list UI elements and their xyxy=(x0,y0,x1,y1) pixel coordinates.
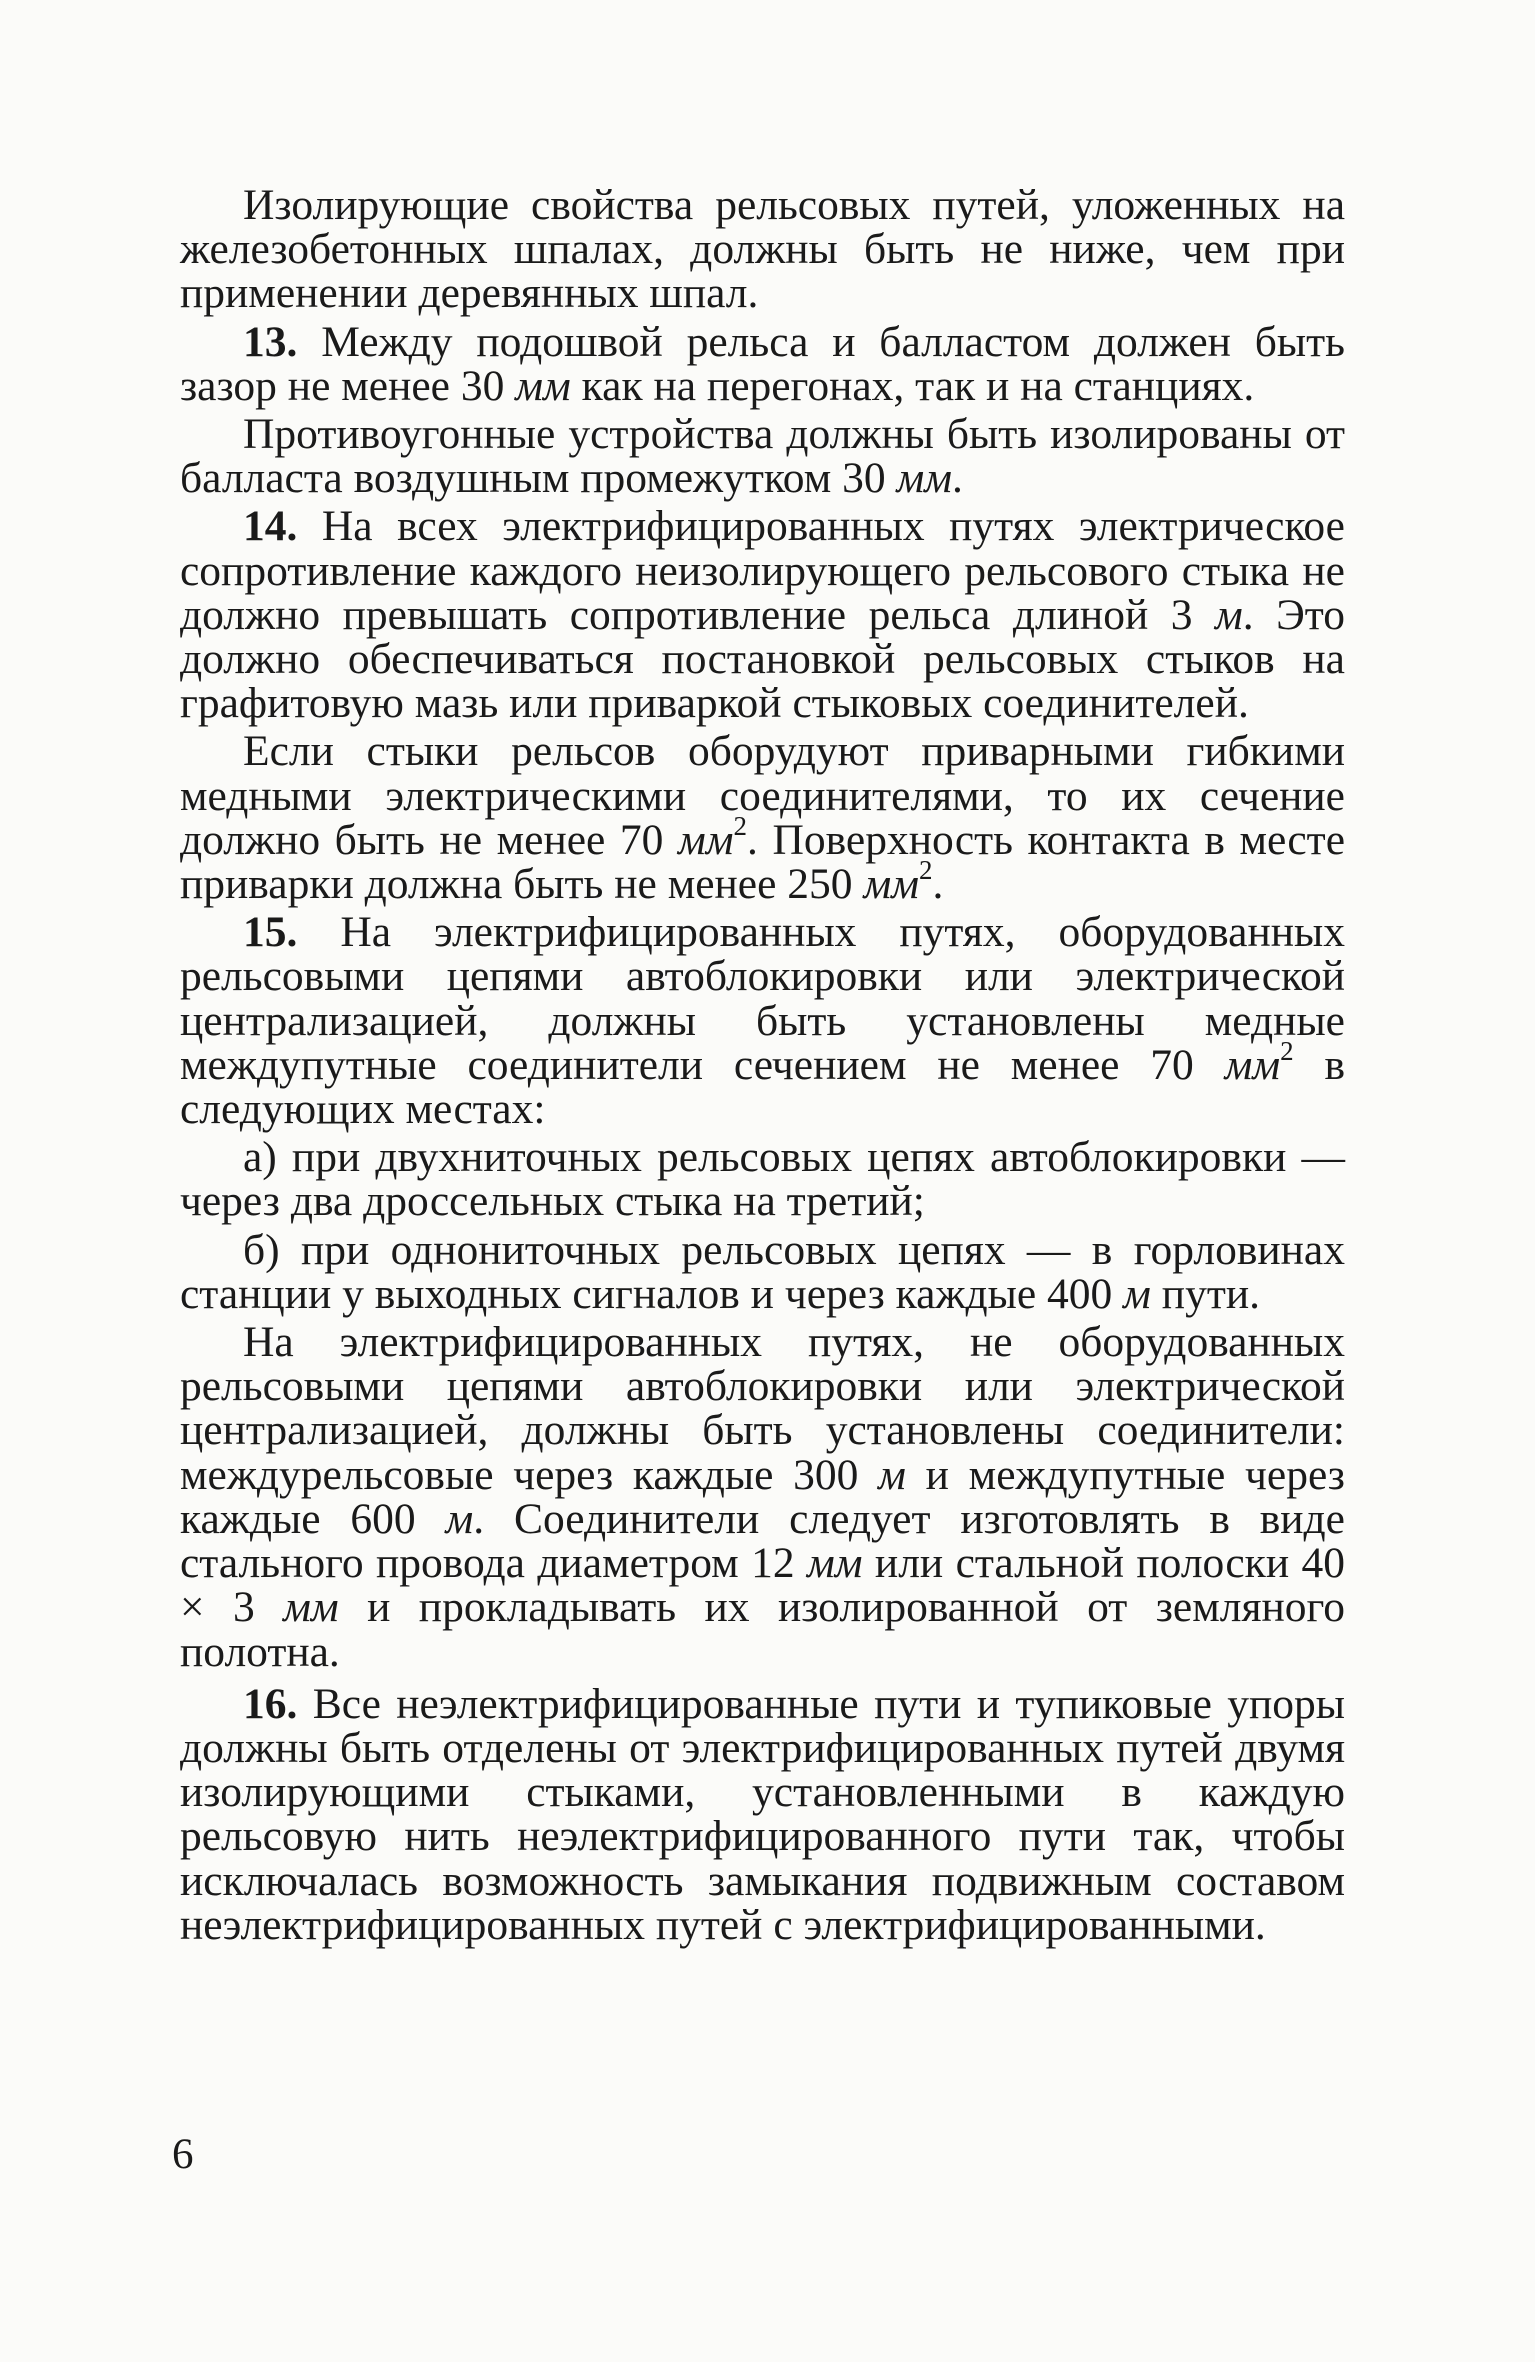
text-column xyxy=(180,183,1345,1947)
clause-14: 14. На всех электрифицированных путях электрическое сопротивление каждого неизолирующего рельсового стыка не должно превышать сопротивление рельса длиной 3 м. Это должно обеспечиваться постановкой рельсовых стыков на графитовую мазь или приваркой стыковых соединителей. xyxy=(180,502,1345,728)
clause-13: 13. Между подошвой рельса и балластом должен быть зазор не менее 30 мм как на перегонах, так и на станциях. xyxy=(180,317,1345,410)
page-number: 6 xyxy=(172,2131,194,2178)
list-item-b: б) при однониточных рельсовых цепях — в горловинах станции у выходных сигналов и через каждые 400 м пути. xyxy=(180,1225,1345,1318)
paragraph: Противоугонные устройства должны быть изолированы от балласта воздушным промежутком 30 мм. xyxy=(180,410,1345,503)
list-item-a: а) при двухниточных рельсовых цепях автоблокировки — через два дроссельных стыка на третий; xyxy=(180,1133,1345,1226)
paragraph: Если стыки рельсов оборудуют приварными гибкими медными электрическими соединителями, то их сечение должно быть не менее 70 $мм^2$. Поверхность контакта в месте приварки должна быть не менее 250 $мм^2$. xyxy=(180,727,1346,909)
clause-16: 16. Все неэлектрифицированные пути и тупиковые упоры должны быть отделены от электрифицированных путей двумя изолирующими стыками, установленными в каждую рельсовую нить неэлектрифицированного пути так, чтобы исключалась возможность замыкания подвижным составом неэлектрифицированных путей с электрифицированными. xyxy=(180,1679,1345,1949)
paragraph: На электрифицированных путях, не оборудованных рельсовыми цепями автоблокировки или электрической централизацией, должны быть установлены соединители: междурельсовые через каждые 300 м и междупутные через каждые 600 м. Соединители следует изготовлять в виде стального провода диаметром 12 мм или стальной полоски 40 × 3 мм и прокладывать их изолированной от земляного полотна. xyxy=(180,1318,1345,1676)
paragraph: Изолирующие свойства рельсовых путей, уложенных на железобетонных шпалах, должны быть не ниже, чем при применении деревянных шпал. xyxy=(180,181,1345,318)
clause-15: 15. На электрифицированных путях, оборудованных рельсовыми цепями автоблокировки или электрической централизацией, должны быть установлены медные междупутные соединители сечением не менее 70 $мм^2$ в следующих местах: xyxy=(180,908,1345,1134)
